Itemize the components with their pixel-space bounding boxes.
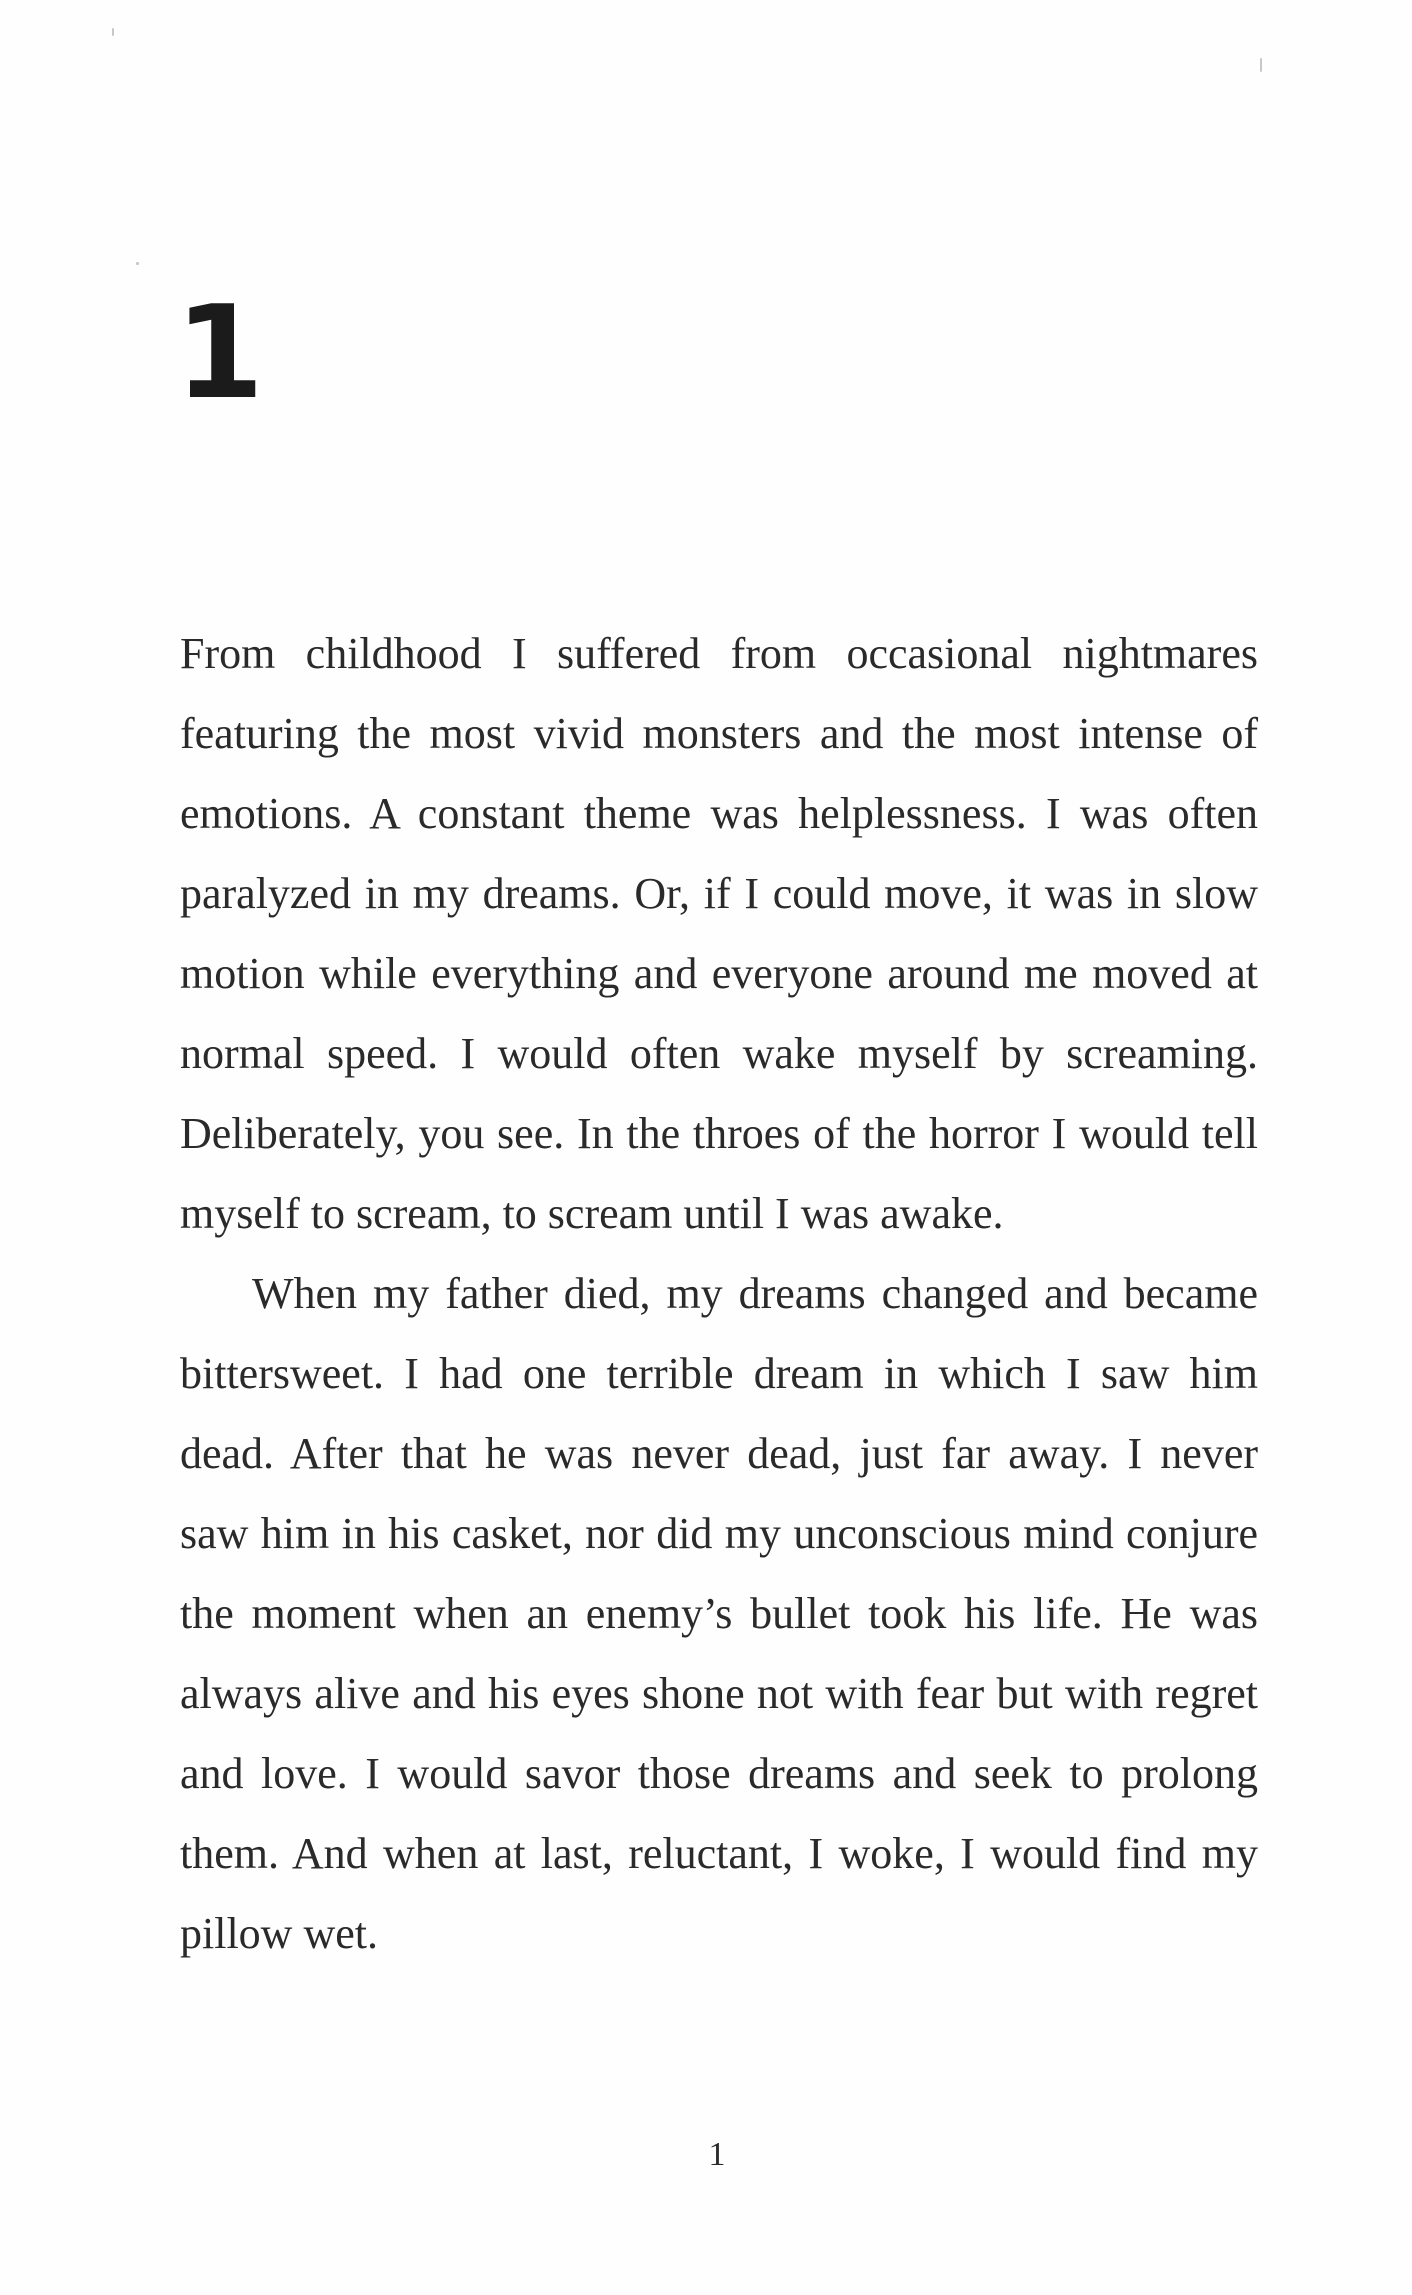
paragraph-1: From childhood I suffered from occasional nightmares featuring the most vivid monsters and the most intense of emotions. A constant theme was helplessness. I was often paralyzed in my dreams. Or, if I could move, it was in slow motion while everything and everyone around me moved at normal speed. I would often wake myself by screaming. Deliberately, you see. In the throes of the horror I would tell myself to scream, to scream until I was awake. [180, 629, 1258, 1238]
scan-speck [136, 262, 139, 265]
chapter-body [180, 614, 1258, 1974]
scan-speck [1260, 58, 1262, 72]
paragraph-2: When my father died, my dreams changed and became bittersweet. I had one terrible dream in which I saw him dead. After that he was never dead, just far away. I never saw him in his casket, nor did my unconscious mind conjure the moment when an enemy’s bullet took his life. He was always alive and his eyes shone not with fear but with regret and love. I would savor those dreams and seek to prolong them. And when at last, reluctant, I woke, I would find my pillow wet. [180, 1269, 1258, 1958]
chapter-number: 1 [175, 279, 263, 428]
page-number: 1 [708, 2136, 726, 2173]
scan-speck [112, 28, 114, 36]
